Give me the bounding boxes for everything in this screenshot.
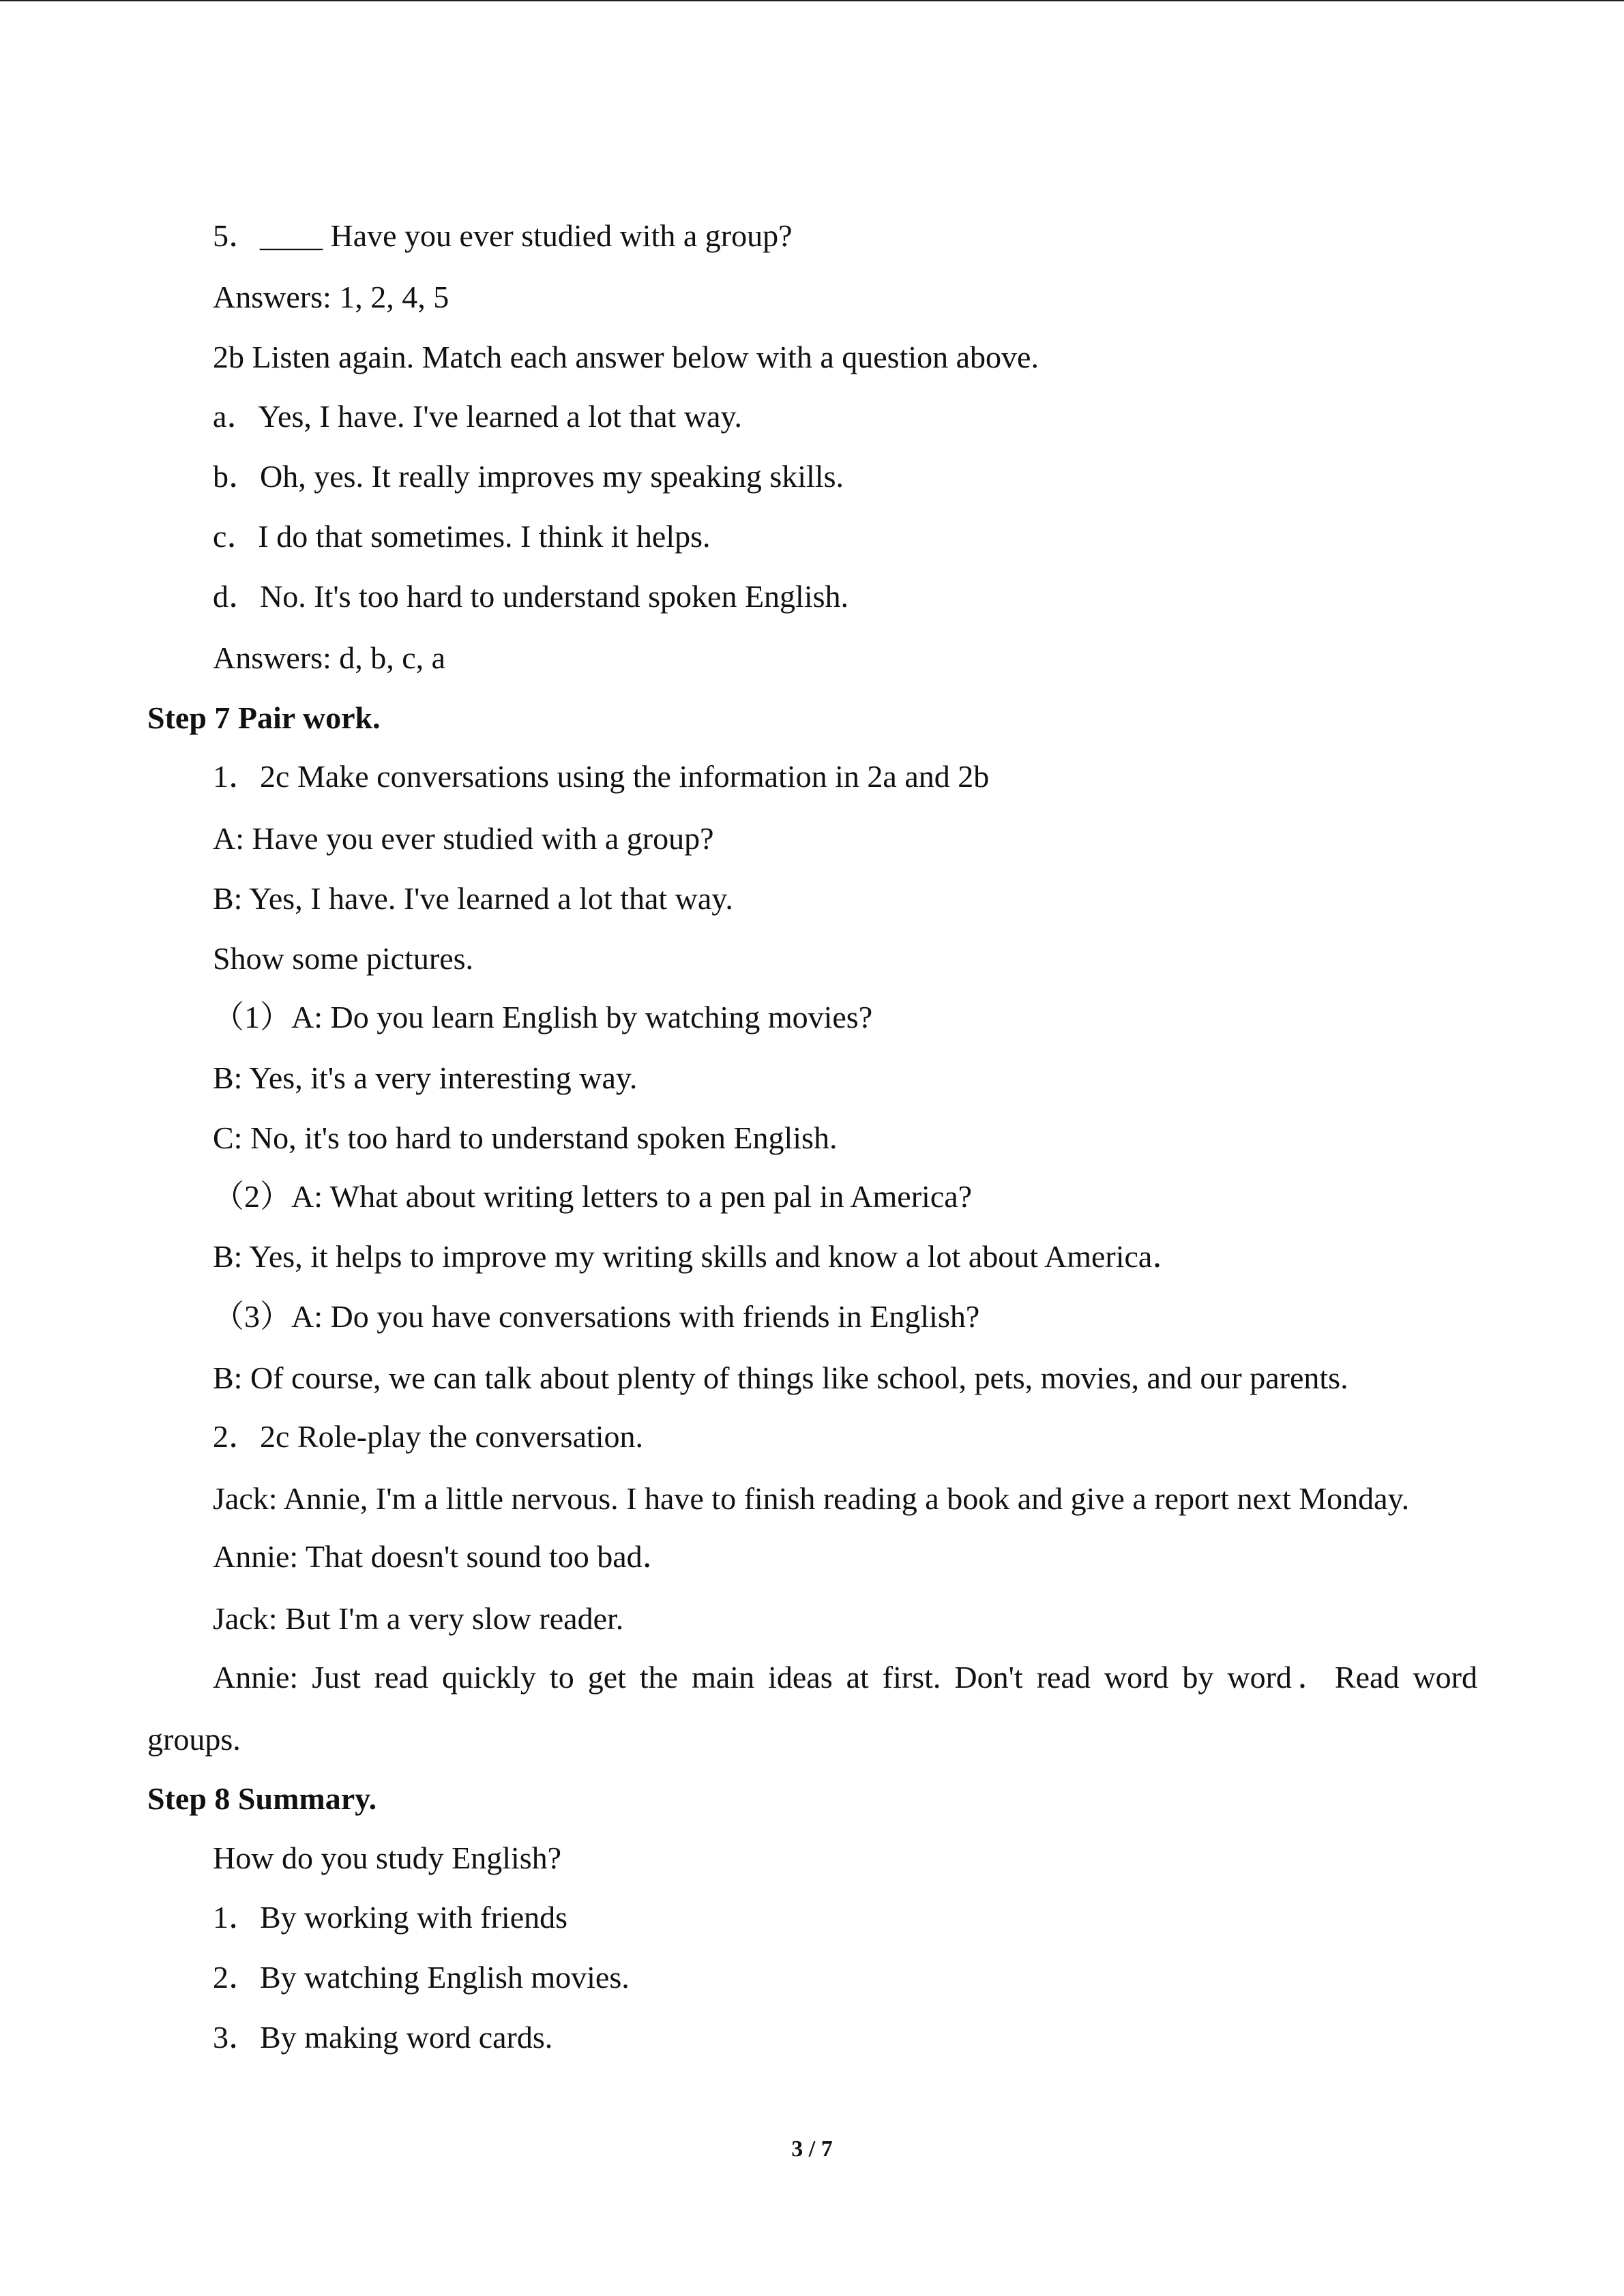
instruction-2b-line: 2b Listen again. Match each answer below with a question above. <box>213 340 1039 374</box>
summary-item-2: 2．By watching English movies. <box>213 1960 630 1995</box>
dialogue-line: Jack: Annie, I'm a little nervous. I have to finish reading a book and give a report next Monday. <box>213 1481 1410 1516</box>
dialogue-line: B: Of course, we can talk about plenty of things like school, pets, movies, and our parents. <box>213 1360 1348 1395</box>
step-8-heading: Step 8 Summary. <box>147 1781 377 1816</box>
summary-question: How do you study English? <box>213 1840 562 1875</box>
dialogue-line: Jack: But I'm a very slow reader. <box>213 1601 624 1636</box>
step-7-heading: Step 7 Pair work. <box>147 700 381 735</box>
pair-work-item-2: 2．2c Role-play the conversation. <box>213 1419 644 1454</box>
dialogue-line: Annie: Just read quickly to get the main ideas at first. Don't read word by word．Read word <box>213 1660 1477 1695</box>
dialogue-line: B: Yes, I have. I've learned a lot that way. <box>213 881 733 916</box>
show-pictures-line: Show some pictures. <box>213 941 474 976</box>
dialogue-line: A: Have you ever studied with a group? <box>213 821 714 856</box>
dialogue-line: B: Yes, it's a very interesting way. <box>213 1060 638 1095</box>
answers-2a-line: Answers: 1, 2, 4, 5 <box>213 280 449 314</box>
summary-item-1: 1．By working with friends <box>213 1900 568 1935</box>
dialogue-line: Annie: That doesn't sound too bad． <box>213 1539 674 1574</box>
dialogue-continuation: groups. <box>147 1722 241 1757</box>
top-border-rule <box>0 0 1624 1</box>
answers-2b-line: Answers: d, b, c, a <box>213 640 446 675</box>
answer-option-d: d．No. It's too hard to understand spoken English. <box>213 579 849 614</box>
pair-work-item-1: 1．2c Make conversations using the information in 2a and 2b <box>213 759 990 794</box>
dialogue-line: （3）A: Do you have conversations with friends in English? <box>213 1299 980 1334</box>
question-5-line: 5．____ Have you ever studied with a group? <box>213 218 793 253</box>
dialogue-line: （2）A: What about writing letters to a pen pal in America? <box>213 1179 973 1214</box>
answer-option-a: a．Yes, I have. I've learned a lot that way. <box>213 399 742 434</box>
dialogue-line: B: Yes, it helps to improve my writing skills and know a lot about America． <box>213 1239 1184 1274</box>
answer-option-c: c．I do that sometimes. I think it helps. <box>213 519 711 554</box>
page-number: 3 / 7 <box>791 2136 833 2162</box>
dialogue-line: （1）A: Do you learn English by watching movies? <box>213 1000 873 1034</box>
dialogue-line: C: No, it's too hard to understand spoken English. <box>213 1120 838 1155</box>
summary-item-3: 3．By making word cards. <box>213 2020 553 2055</box>
answer-option-b: b．Oh, yes. It really improves my speaking skills. <box>213 459 844 494</box>
